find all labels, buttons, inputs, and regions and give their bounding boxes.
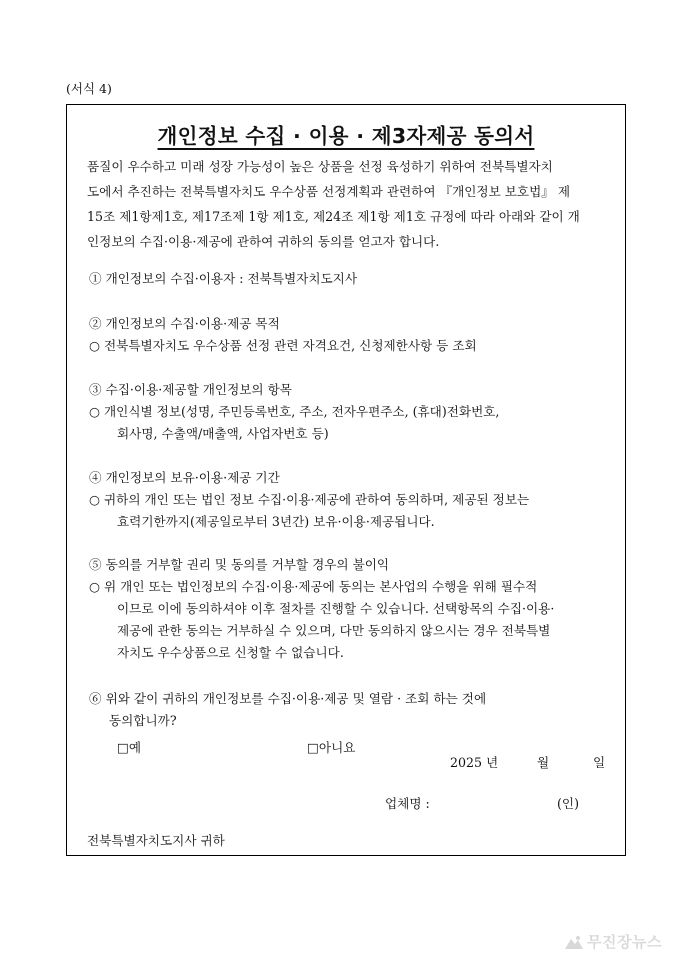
- company-name-label: 업체명 :: [385, 796, 430, 811]
- watermark-text: 무진장뉴스: [587, 933, 662, 951]
- intro-line-1: 품질이 우수하고 미래 성장 가능성이 높은 상품을 선정 육성하기 위하여 전북특별자치: [87, 159, 553, 174]
- section-3-heading: ③ 수집·이용·제공할 개인정보의 항목: [89, 382, 292, 397]
- date-month: 월: [537, 755, 550, 770]
- section-4-line-1: ○ 귀하의 개인 또는 법인 정보 수집·이용·제공에 관하여 동의하며, 제공된 정보는: [89, 492, 530, 507]
- intro-line-4: 인정보의 수집·이용·제공에 관하여 귀하의 동의를 얻고자 합니다.: [87, 234, 440, 249]
- section-6-heading: ⑥ 위와 같이 귀하의 개인정보를 수집·이용·제공 및 열람 · 조회 하는 것에: [89, 691, 487, 706]
- section-5-line-2: 이므로 이에 동의하셔야 이후 절차를 진행할 수 있습니다. 선택항목의 수집·이용·: [117, 601, 555, 616]
- consent-form-box: [66, 104, 626, 856]
- section-6-question: 동의합니까?: [109, 713, 177, 728]
- mountain-logo-icon: [565, 935, 583, 949]
- intro-line-2: 도에서 추진하는 전북특별자치도 우수상품 선정계획과 관련하여 『개인정보 보호법』 제: [87, 184, 571, 199]
- section-5-line-4: 자치도 우수상품으로 신청할 수 없습니다.: [117, 645, 344, 660]
- seal-label: (인): [557, 796, 579, 811]
- section-5-heading: ⑤ 동의를 거부할 권리 및 동의를 거부할 경우의 불이익: [89, 557, 390, 572]
- section-5-line-1: ○ 위 개인 또는 법인정보의 수집·이용·제공에 동의는 본사업의 수행을 위해 필수적: [89, 579, 538, 594]
- date-day: 일: [593, 755, 606, 770]
- section-2-heading: ② 개인정보의 수집·이용·제공 목적: [89, 316, 280, 331]
- consent-no-checkbox[interactable]: □아니요: [307, 740, 356, 755]
- form-number-label: (서식 4): [66, 81, 112, 96]
- section-2-line-1: ○ 전북특별자치도 우수상품 선정 관련 자격요건, 신청제한사항 등 조회: [89, 338, 477, 353]
- section-4-heading: ④ 개인정보의 보유·이용·제공 기간: [89, 470, 280, 485]
- addressee: 전북특별자치도지사 귀하: [87, 833, 225, 848]
- intro-line-3: 15조 제1항제1호, 제17조제 1항 제1호, 제24조 제1항 제1호 규정에 따라 아래와 같이 개: [87, 209, 580, 224]
- watermark: [565, 931, 662, 952]
- section-3-line-1: ○ 개인식별 정보(성명, 주민등록번호, 주소, 전자우편주소, (휴대)전화번호,: [89, 404, 500, 419]
- document-title: 개인정보 수집 · 이용 · 제3자제공 동의서: [157, 124, 535, 148]
- consent-yes-checkbox[interactable]: □예: [117, 740, 142, 755]
- date-year: 2025 년: [450, 755, 499, 770]
- section-4-line-2: 효력기한까지(제공일로부터 3년간) 보유·이용·제공됩니다.: [117, 514, 435, 529]
- section-1-heading: ① 개인정보의 수집·이용자 : 전북특별자치도지사: [89, 271, 357, 286]
- section-3-line-2: 회사명, 수출액/매출액, 사업자번호 등): [117, 426, 329, 441]
- section-5-line-3: 제공에 관한 동의는 거부하실 수 있으며, 다만 동의하지 않으시는 경우 전북특별: [117, 623, 551, 638]
